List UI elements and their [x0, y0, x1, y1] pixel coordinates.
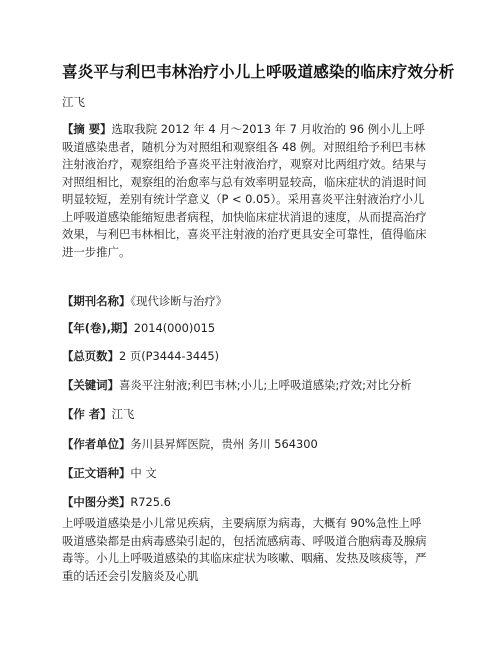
field-label: 【中图分类】: [62, 495, 131, 509]
field-label: 【关键词】: [62, 378, 119, 392]
abstract: [62, 121, 432, 261]
field-author: [62, 406, 134, 422]
field-value: 2014(000)015: [133, 321, 216, 335]
field-total-pages: [62, 348, 219, 364]
field-journal-name: [62, 293, 227, 309]
field-language: [62, 465, 157, 481]
field-classification: [62, 494, 171, 510]
field-label: 【年(卷),期】: [62, 321, 134, 335]
field-value: 中 文: [130, 466, 157, 480]
field-value: 2 页(P3444-3445): [118, 349, 220, 363]
field-value: 江飞: [111, 407, 135, 421]
field-label: 【期刊名称】: [62, 294, 131, 308]
body-paragraph: 上呼吸道感染是小儿常见疾病，主要病原为病毒，大概有 90%急性上呼吸道感染都是由病毒感染引起的，包括流感病毒、呼吸道合胞病毒及腺病毒等。小儿上呼吸道感染的其临床症状为咳嗽、咽痛、发热及咳痰等，严重的话还会引发脑炎及心肌: [62, 516, 427, 583]
author-name: 江飞: [62, 95, 85, 109]
paper-title: 喜炎平与利巴韦林治疗小儿上呼吸道感染的临床疗效分析: [62, 63, 455, 81]
field-value: 喜炎平注射液;利巴韦林;小儿;上呼吸道感染;疗效;对比分析: [118, 378, 412, 392]
field-value: R725.6: [130, 495, 171, 509]
field-label: 【总页数】: [62, 349, 119, 363]
field-value: 《现代诊断与治疗》: [130, 294, 228, 308]
field-value: 务川县昇辉医院，贵州 务川 564300: [130, 437, 318, 451]
abstract-text: 选取我院 2012 年 4 月～2013 年 7 月收治的 96 例小儿上呼吸道感染患者，随机分为对照组和观察组各 48 例。对照组给予利巴韦林注射液治疗，观察组给予喜炎平注射液治疗，观察对比两组疗效。结果与对照组相比，观察组的治愈率与总有效率明显较高，临床症状的消退时间明显较短，差别有统计学意义（P < 0.05）。采用喜炎平注射液治疗小儿上呼吸道感染能缩短患者病程，加快临床症状消退的速度，从而提高治疗效果，与利巴韦林相比，喜炎平注射液的治疗更具安全可靠性，值得临床进一步推广。: [62, 122, 427, 259]
field-author-affiliation: [62, 436, 318, 452]
field-label: 【正文语种】: [62, 466, 131, 480]
field-label: 【作者单位】: [62, 437, 131, 451]
abstract-label: 【摘 要】: [62, 122, 112, 136]
field-label: 【作 者】: [62, 407, 112, 421]
field-keywords: [62, 377, 412, 393]
field-year-volume-issue: [62, 320, 215, 336]
